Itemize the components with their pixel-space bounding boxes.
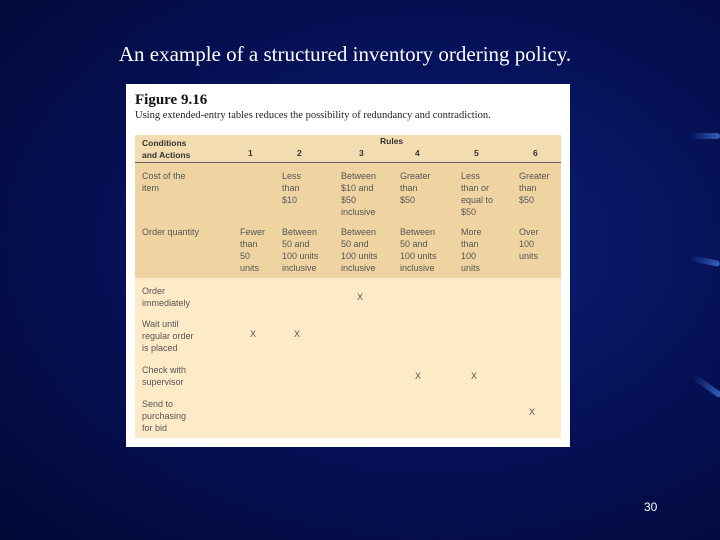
rule-number: 1 [248, 148, 253, 158]
table-cell: Less than or equal to $50 [461, 171, 494, 217]
decorative-streak [691, 374, 720, 398]
table-cell: X [294, 329, 301, 339]
decorative-streak [690, 255, 720, 267]
rule-number: 4 [415, 148, 420, 158]
row-label: Send to purchasing for bid [142, 399, 187, 433]
table-cell: Fewer than 50 units [240, 227, 266, 273]
table-cell: More than 100 units [461, 227, 482, 273]
table-cell: X [529, 407, 536, 417]
table-cell: X [250, 329, 257, 339]
row-label: Order quantity [142, 227, 200, 237]
rule-number: 3 [359, 148, 364, 158]
table-cell: X [415, 371, 422, 381]
table-header [135, 135, 561, 163]
table-cell: Between 50 and 100 units inclusive [400, 227, 437, 273]
row-label: Order immediately [142, 286, 191, 308]
rule-number: 6 [533, 148, 538, 158]
row-label: Cost of the item [142, 171, 186, 193]
table-cell: Greater than $50 [519, 171, 550, 205]
conditions-section [135, 163, 561, 278]
page-number: 30 [644, 500, 658, 514]
figure [126, 84, 570, 447]
rule-number: 2 [297, 148, 302, 158]
actions-section [135, 278, 561, 438]
table-cell: X [357, 292, 364, 302]
table-cell: Over 100 units [519, 227, 539, 261]
row-label: Check with supervisor [142, 365, 187, 387]
table-cell: Less than $10 [282, 171, 302, 205]
row-label: Wait until regular order is placed [142, 319, 194, 353]
table-cell: Between 50 and 100 units inclusive [282, 227, 319, 273]
figure-caption: Using extended-entry tables reduces the possibility of redundancy and contradiction. [135, 110, 491, 121]
slide-title: An example of a structured inventory ordering policy. [118, 42, 572, 66]
figure-number: Figure 9.16 [135, 92, 208, 108]
table-cell: Between 50 and 100 units inclusive [341, 227, 378, 273]
rule-number: 5 [474, 148, 479, 158]
decorative-streak [690, 133, 720, 139]
rules-header: Rules [380, 136, 404, 146]
table-cell: Between $10 and $50 inclusive [341, 171, 377, 217]
table-cell: X [471, 371, 478, 381]
corner-header: Conditions and Actions [142, 138, 191, 160]
table-cell: Greater than $50 [400, 171, 431, 205]
